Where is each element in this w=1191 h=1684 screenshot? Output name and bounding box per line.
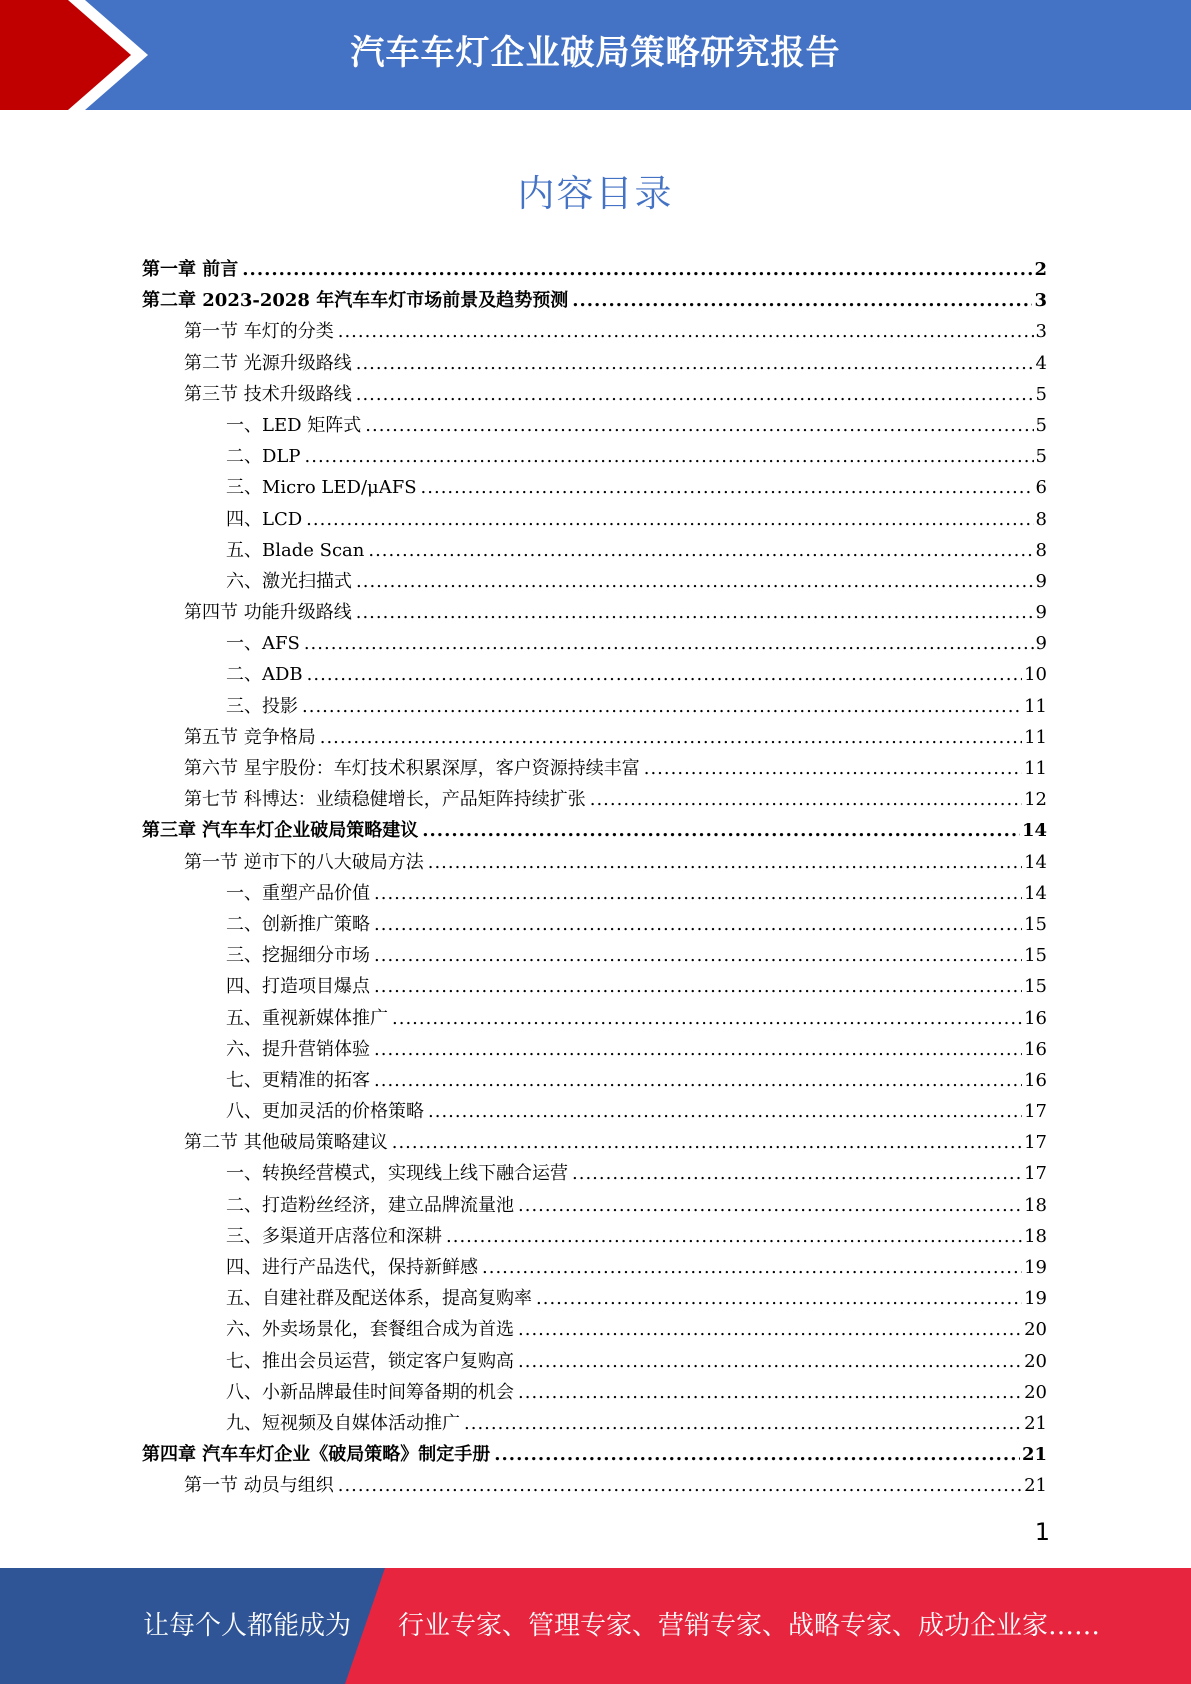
toc-entry[interactable] xyxy=(142,1003,1047,1034)
toc-entry-title: 二、DLP xyxy=(226,446,301,468)
toc-dot-leader xyxy=(338,316,1034,347)
toc-entry-page: 5 xyxy=(1035,446,1047,468)
toc-entry[interactable] xyxy=(142,1096,1047,1127)
toc-dot-leader xyxy=(392,1003,1022,1034)
toc-entry-title: 一、重塑产品价值 xyxy=(226,882,370,904)
footer-slogan-right: 行业专家、管理专家、营销专家、战略专家、成功企业家…… xyxy=(398,1611,1101,1641)
toc-entry-title: 第六节 星宇股份：车灯技术积累深厚，客户资源持续丰富 xyxy=(184,758,640,779)
toc-dot-leader xyxy=(392,1127,1022,1158)
toc-entry[interactable] xyxy=(142,441,1047,472)
toc-entry[interactable] xyxy=(142,815,1047,846)
toc-entry[interactable] xyxy=(142,597,1047,628)
toc-entry[interactable] xyxy=(142,878,1047,909)
toc-entry-page: 20 xyxy=(1024,1381,1047,1403)
toc-entry-page: 18 xyxy=(1024,1194,1047,1216)
toc-dot-leader xyxy=(356,597,1034,628)
toc-entry[interactable] xyxy=(142,784,1047,815)
toc-dot-leader xyxy=(422,815,1020,846)
toc-dot-leader xyxy=(518,1346,1022,1377)
toc-dot-leader xyxy=(356,379,1034,410)
toc-dot-leader xyxy=(428,1096,1022,1127)
page-footer xyxy=(0,1568,1191,1684)
toc-entry-title: 四、进行产品迭代，保持新鲜感 xyxy=(226,1257,478,1278)
footer-slogan-left: 让每个人都能成为 xyxy=(143,1611,352,1641)
toc-dot-leader xyxy=(494,1439,1020,1470)
toc-dot-leader xyxy=(572,1158,1022,1189)
toc-dot-leader xyxy=(518,1314,1022,1345)
toc-dot-leader xyxy=(374,1065,1022,1096)
toc-entry[interactable] xyxy=(142,722,1047,753)
toc-entry-page: 3 xyxy=(1034,290,1047,312)
toc-entry-title: 三、投影 xyxy=(226,695,298,717)
toc-entry-title: 第二节 光源升级路线 xyxy=(184,352,352,374)
toc-dot-leader xyxy=(320,722,1022,753)
toc-entry-page: 6 xyxy=(1035,477,1047,499)
toc-entry-title: 第四节 功能升级路线 xyxy=(184,602,352,624)
toc-entry-title: 三、挖掘细分市场 xyxy=(226,945,370,967)
toc-entry-page: 19 xyxy=(1024,1257,1047,1278)
toc-entry-page: 4 xyxy=(1035,352,1047,374)
toc-dot-leader xyxy=(536,1283,1022,1314)
toc-entry-page: 15 xyxy=(1024,976,1047,998)
toc-entry-page: 9 xyxy=(1035,602,1047,624)
toc-entry-page: 15 xyxy=(1024,913,1047,935)
toc-dot-leader xyxy=(242,254,1032,285)
toc-entry-page: 21 xyxy=(1024,1475,1047,1497)
toc-dot-leader xyxy=(590,784,1022,815)
toc-entry-page: 20 xyxy=(1024,1319,1047,1341)
toc-entry-title: 一、转换经营模式，实现线上线下融合运营 xyxy=(226,1163,568,1185)
toc-entry[interactable] xyxy=(142,1190,1047,1221)
toc-entry[interactable] xyxy=(142,1377,1047,1408)
toc-entry-page: 16 xyxy=(1024,1007,1047,1029)
toc-entry-page: 17 xyxy=(1024,1163,1047,1185)
toc-entry-title: 第三章 汽车车灯企业破局策略建议 xyxy=(142,820,419,842)
toc-entry-title: 第一章 前言 xyxy=(142,259,239,280)
toc-entry-title: 五、Blade Scan xyxy=(226,539,365,561)
toc-entry-title: 六、激光扫描式 xyxy=(226,570,352,592)
toc-entry[interactable] xyxy=(142,1470,1047,1501)
toc-entry[interactable] xyxy=(142,847,1047,878)
toc-dot-leader xyxy=(446,1221,1022,1252)
toc-dot-leader xyxy=(518,1190,1022,1221)
toc-entry[interactable] xyxy=(142,1158,1047,1189)
toc-entry-page: 16 xyxy=(1024,1069,1047,1091)
toc-entry[interactable] xyxy=(142,472,1047,503)
toc-dot-leader xyxy=(374,909,1022,940)
toc-entry[interactable] xyxy=(142,285,1047,316)
toc-dot-leader xyxy=(338,1470,1022,1501)
toc-entry-title: 六、提升营销体验 xyxy=(226,1038,370,1060)
toc-entry[interactable] xyxy=(142,1221,1047,1252)
toc-entry-title: 第二章 2023-2028 年汽车车灯市场前景及趋势预测 xyxy=(142,290,569,312)
toc-entry[interactable] xyxy=(142,1439,1047,1470)
toc-dot-leader xyxy=(464,1408,1022,1439)
toc-entry-title: 一、AFS xyxy=(226,633,300,655)
toc-dot-leader xyxy=(368,535,1033,566)
toc-dot-leader xyxy=(374,971,1022,1002)
toc-entry[interactable] xyxy=(142,1408,1047,1439)
toc-dot-leader xyxy=(644,753,1022,784)
toc-entry-page: 14 xyxy=(1021,820,1047,842)
toc-dot-leader xyxy=(302,691,1022,722)
toc-entry[interactable] xyxy=(142,535,1047,566)
toc-entry[interactable] xyxy=(142,1065,1047,1096)
toc-entry-page: 12 xyxy=(1024,789,1047,811)
toc-entry-page: 17 xyxy=(1024,1101,1047,1123)
toc-dot-leader xyxy=(306,504,1033,535)
toc-entry-title: 四、打造项目爆点 xyxy=(226,976,370,998)
toc-entry[interactable] xyxy=(142,1127,1047,1158)
toc-entry-title: 第一节 动员与组织 xyxy=(184,1475,334,1497)
toc-entry-page: 21 xyxy=(1021,1444,1047,1466)
toc-entry-page: 21 xyxy=(1024,1412,1047,1434)
toc-entry-title: 第三节 技术升级路线 xyxy=(184,383,352,405)
toc-entry-page: 11 xyxy=(1024,695,1047,717)
toc-dot-leader xyxy=(365,410,1033,441)
toc-entry[interactable] xyxy=(142,691,1047,722)
toc-entry-title: 第二节 其他破局策略建议 xyxy=(184,1132,388,1154)
toc-entry-page: 9 xyxy=(1035,570,1047,592)
toc-entry-title: 三、多渠道开店落位和深耕 xyxy=(226,1225,442,1247)
toc-entry[interactable] xyxy=(142,316,1047,347)
toc-entry[interactable] xyxy=(142,659,1047,690)
toc-entry-title: 第一节 车灯的分类 xyxy=(184,321,334,343)
toc-entry-title: 一、LED 矩阵式 xyxy=(226,414,362,436)
toc-dot-leader xyxy=(374,1034,1022,1065)
toc-entry[interactable] xyxy=(142,504,1047,535)
toc-dot-leader xyxy=(307,659,1022,690)
toc-entry-title: 三、Micro LED/μAFS xyxy=(226,477,417,499)
toc-entry-page: 5 xyxy=(1035,414,1047,436)
toc-entry-title: 五、自建社群及配送体系，提高复购率 xyxy=(226,1288,532,1310)
toc-entry-title: 八、更加灵活的价格策略 xyxy=(226,1101,424,1123)
toc-entry[interactable] xyxy=(142,566,1047,597)
toc-dot-leader xyxy=(356,566,1034,597)
toc-entry-page: 19 xyxy=(1024,1288,1047,1310)
toc-entry[interactable] xyxy=(142,940,1047,971)
table-of-contents xyxy=(142,254,1047,1502)
toc-entry-title: 七、更精准的拓客 xyxy=(226,1069,370,1091)
page-header xyxy=(0,0,1191,110)
toc-dot-leader xyxy=(374,940,1022,971)
toc-entry-title: 第五节 竞争格局 xyxy=(184,726,316,748)
toc-dot-leader xyxy=(572,285,1032,316)
toc-entry[interactable] xyxy=(142,410,1047,441)
toc-entry-title: 八、小新品牌最佳时间筹备期的机会 xyxy=(226,1381,514,1403)
toc-entry-title: 二、打造粉丝经济，建立品牌流量池 xyxy=(226,1194,514,1216)
toc-entry[interactable] xyxy=(142,971,1047,1002)
toc-dot-leader xyxy=(356,348,1034,379)
toc-entry-page: 10 xyxy=(1024,664,1047,686)
toc-entry[interactable] xyxy=(142,909,1047,940)
report-title: 汽车车灯企业破局策略研究报告 xyxy=(350,33,841,73)
toc-entry-title: 第一节 逆市下的八大破局方法 xyxy=(184,851,424,873)
toc-entry[interactable] xyxy=(142,1034,1047,1065)
toc-entry-title: 七、推出会员运营，锁定客户复购高 xyxy=(226,1350,514,1372)
toc-entry-title: 四、LCD xyxy=(226,508,303,530)
toc-entry-page: 15 xyxy=(1024,945,1047,967)
toc-entry[interactable] xyxy=(142,254,1047,285)
toc-dot-leader xyxy=(518,1377,1022,1408)
toc-entry[interactable] xyxy=(142,628,1047,659)
toc-entry-page: 5 xyxy=(1035,383,1047,405)
toc-entry-title: 五、重视新媒体推广 xyxy=(226,1007,388,1029)
toc-entry-page: 17 xyxy=(1024,1132,1047,1154)
toc-entry-title: 二、ADB xyxy=(226,664,303,686)
toc-entry-title: 第七节 科博达：业绩稳健增长，产品矩阵持续扩张 xyxy=(184,789,586,811)
toc-entry[interactable] xyxy=(142,753,1047,784)
toc-entry-page: 18 xyxy=(1024,1225,1047,1247)
toc-heading: 内容目录 xyxy=(517,172,674,215)
toc-entry[interactable] xyxy=(142,1346,1047,1377)
toc-entry[interactable] xyxy=(142,1252,1047,1283)
toc-entry-page: 16 xyxy=(1024,1038,1047,1060)
toc-entry-page: 14 xyxy=(1024,882,1047,904)
toc-entry[interactable] xyxy=(142,348,1047,379)
toc-dot-leader xyxy=(305,441,1034,472)
toc-entry-page: 3 xyxy=(1035,321,1047,343)
toc-entry-title: 第四章 汽车车灯企业《破局策略》制定手册 xyxy=(142,1444,491,1466)
toc-entry[interactable] xyxy=(142,1314,1047,1345)
toc-entry-page: 11 xyxy=(1024,758,1047,779)
toc-entry-title: 二、创新推广策略 xyxy=(226,913,370,935)
toc-entry-title: 九、短视频及自媒体活动推广 xyxy=(226,1412,460,1434)
toc-entry[interactable] xyxy=(142,379,1047,410)
toc-entry-page: 11 xyxy=(1024,726,1047,748)
toc-dot-leader xyxy=(304,628,1034,659)
toc-dot-leader xyxy=(421,472,1034,503)
toc-entry-page: 8 xyxy=(1035,508,1047,530)
toc-dot-leader xyxy=(482,1252,1022,1283)
toc-entry-page: 14 xyxy=(1024,851,1047,873)
toc-entry-page: 8 xyxy=(1035,539,1047,561)
toc-entry-page: 9 xyxy=(1035,633,1047,655)
toc-dot-leader xyxy=(428,847,1022,878)
toc-entry[interactable] xyxy=(142,1283,1047,1314)
toc-dot-leader xyxy=(374,878,1022,909)
toc-entry-title: 六、外卖场景化，套餐组合成为首选 xyxy=(226,1319,514,1341)
page-number: 1 xyxy=(1034,1518,1050,1546)
toc-entry-page: 2 xyxy=(1034,259,1047,280)
toc-entry-page: 20 xyxy=(1024,1350,1047,1372)
